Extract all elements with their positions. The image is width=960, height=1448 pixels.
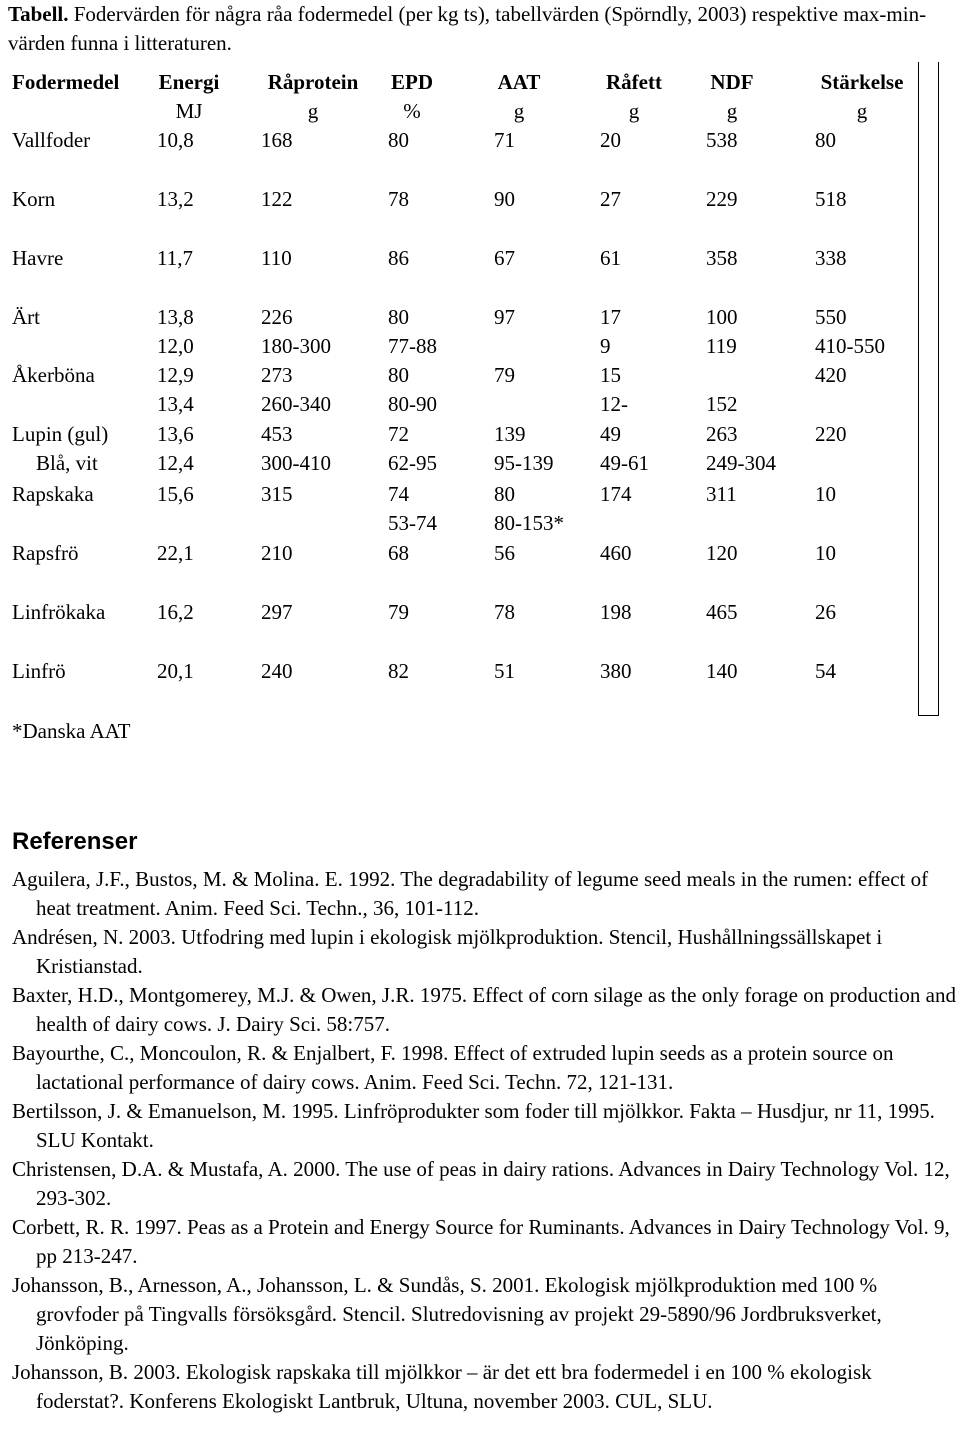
header-cell: NDF [710,70,754,94]
header-cell: % [403,99,421,123]
header-cell: Energi [158,70,220,94]
table-cell: 119 [706,334,737,358]
table-cell: 62-95 [388,451,437,475]
header-cell: AAT [497,70,541,94]
table-cell: 80 [388,128,409,152]
table-cell: 410-550 [815,334,885,358]
references-list [12,865,960,1416]
header-cell: Stärkelse [820,70,904,94]
table-cell: 80-153* [494,511,564,535]
table-cell: 338 [815,246,847,270]
header-cell: g [726,99,738,123]
table-cell: 72 [388,422,409,446]
table-cell: 263 [706,422,738,446]
table-cell: 53-74 [388,511,437,535]
reference-item: Christensen, D.A. & Mustafa, A. 2000. The use of peas in dairy rations. Advances in Dairy Technology Vol. 12, 293-302. [12,1157,950,1210]
table-cell: 249-304 [706,451,776,475]
row-label-cell: Vallfoder [12,128,91,152]
table-cell: 74 [388,482,409,506]
row-label-cell: Korn [12,187,56,211]
table-cell: 49-61 [600,451,649,475]
table-cell: 68 [388,541,409,565]
table-cell: 16,2 [157,600,194,624]
reference-item: Johansson, B., Arnesson, A., Johansson, L. & Sundås, S. 2001. Ekologisk mjölkproduktion med 100 % grovfoder på Tingvalls försöksgård. Stencil. Slutredovisning av projekt 29-5890/96 Jordbruksverket, Jönköping. [12,1273,882,1355]
table-cell: 13,8 [157,305,194,329]
table-cell: 15,6 [157,482,194,506]
table-cell: 260-340 [261,392,331,416]
row-label-cell: Havre [12,246,64,270]
table-cell: 300-410 [261,451,331,475]
table-cell: 198 [600,600,632,624]
reference-item: Andrésen, N. 2003. Utfodring med lupin i ekologisk mjölkproduktion. Stencil, Hushållningssällskapet i Kristianstad. [12,925,883,978]
caption-label: Tabell. [8,2,69,26]
feed-value-table [0,0,960,720]
reference-item: Corbett, R. R. 1997. Peas as a Protein and Energy Source for Ruminants. Advances in Dairy Technology Vol. 9, pp 213-247. [12,1215,950,1268]
table-cell: 54 [815,659,836,683]
header-cell: EPD [391,70,433,94]
table-cell: 240 [261,659,293,683]
table-cell: 80 [388,305,409,329]
table-cell: 49 [600,422,621,446]
table-cell: 27 [600,187,621,211]
table-cell: 10 [815,541,836,565]
table-cell: 95-139 [494,451,554,475]
table-cell: 12,0 [157,334,194,358]
table-cell: 139 [494,422,526,446]
table-cell: 80-90 [388,392,437,416]
reference-item: Baxter, H.D., Montgomerey, M.J. & Owen, J.R. 1975. Effect of corn silage as the only forage on production and health of dairy cows. J. Dairy Sci. 58:757. [12,983,956,1036]
header-cell: g [856,99,868,123]
table-cell: 229 [706,187,738,211]
caption-text: Fodervärden för några råa fodermedel (per kg ts), tabellvärden (Spörndly, 2003) respektive max-min-värden funna i litteraturen. [8,2,927,55]
row-label-cell: Blå, vit [36,451,98,475]
header-cell: Råfett [606,70,662,94]
table-cell: 61 [600,246,621,270]
table-cell: 13,6 [157,422,194,446]
table-cell: 17 [600,305,621,329]
table-cell: 297 [261,600,293,624]
table-cell: 12- [600,392,628,416]
table-footnote: *Danska AAT [12,719,131,743]
table-cell: 273 [261,363,293,387]
table-cell: 140 [706,659,738,683]
table-cell: 168 [261,128,293,152]
table-cell: 311 [706,482,737,506]
header-cell: g [307,99,319,123]
table-cell: 380 [600,659,632,683]
reference-item: Johansson, B. 2003. Ekologisk rapskaka till mjölkkor – är det ett bra fodermedel i en 100 % ekologisk foderstat?. Konferens Ekologiskt Lantbruk, Ultuna, november 2003. CUL, SLU. [12,1360,872,1413]
table-cell: 26 [815,600,836,624]
table-cell: 460 [600,541,632,565]
table-cell: 22,1 [157,541,194,565]
table-cell: 122 [261,187,293,211]
table-rule [918,62,919,716]
table-cell: 12,4 [157,451,194,475]
table-cell: 226 [261,305,293,329]
table-cell: 420 [815,363,847,387]
table-cell: 13,2 [157,187,194,211]
table-cell: 550 [815,305,847,329]
table-cell: 12,9 [157,363,194,387]
row-label-cell: Linfrö [12,659,66,683]
row-label-cell: Ärt [12,305,40,329]
header-cell: g [513,99,525,123]
table-cell: 80 [494,482,515,506]
row-label-cell: Linfrökaka [12,600,106,624]
header-cell: MJ [175,99,203,123]
table-cell: 453 [261,422,293,446]
header-cell: Fodermedel [12,70,120,94]
reference-item: Aguilera, J.F., Bustos, M. & Molina. E. 1992. The degradability of legume seed meals in the rumen: effect of heat treatment. Anim. Feed Sci. Techn., 36, 101-112. [12,867,929,920]
row-label-cell: Rapskaka [12,482,94,506]
table-cell: 77-88 [388,334,437,358]
table-cell: 80 [815,128,836,152]
table-cell: 465 [706,600,738,624]
table-rule [918,715,939,716]
table-cell: 97 [494,305,515,329]
table-cell: 210 [261,541,293,565]
table-cell: 67 [494,246,515,270]
table-cell: 538 [706,128,738,152]
reference-item: Bertilsson, J. & Emanuelson, M. 1995. Linfröprodukter som foder till mjölkkor. Fakta – Husdjur, nr 11, 1995. SLU Kontakt. [12,1099,935,1152]
table-cell: 80 [388,363,409,387]
table-cell: 13,4 [157,392,194,416]
table-cell: 86 [388,246,409,270]
row-label-cell: Åkerböna [12,363,95,387]
table-cell: 152 [706,392,738,416]
table-cell: 110 [261,246,292,270]
table-cell: 20 [600,128,621,152]
table-cell: 79 [388,600,409,624]
table-cell: 180-300 [261,334,331,358]
table-cell: 10 [815,482,836,506]
table-cell: 9 [600,334,611,358]
table-cell: 100 [706,305,738,329]
table-cell: 11,7 [157,246,193,270]
table-cell: 518 [815,187,847,211]
table-cell: 71 [494,128,515,152]
row-label-cell: Lupin (gul) [12,422,109,446]
table-cell: 20,1 [157,659,194,683]
table-cell: 51 [494,659,515,683]
table-cell: 315 [261,482,293,506]
references-heading: Referenser [12,828,138,855]
table-cell: 78 [494,600,515,624]
table-cell: 78 [388,187,409,211]
table-cell: 358 [706,246,738,270]
header-cell: Råprotein [267,70,359,94]
table-cell: 120 [706,541,738,565]
table-cell: 79 [494,363,515,387]
table-cell: 174 [600,482,632,506]
table-cell: 90 [494,187,515,211]
table-cell: 220 [815,422,847,446]
table-cell: 82 [388,659,409,683]
table-cell: 10,8 [157,128,194,152]
row-label-cell: Rapsfrö [12,541,79,565]
reference-item: Bayourthe, C., Moncoulon, R. & Enjalbert, F. 1998. Effect of extruded lupin seeds as a protein source on lactational performance of dairy cows. Anim. Feed Sci. Techn. 72, 121-131. [12,1041,894,1094]
table-cell: 56 [494,541,515,565]
table-cell: 15 [600,363,621,387]
header-cell: g [628,99,640,123]
table-rule [938,62,939,716]
